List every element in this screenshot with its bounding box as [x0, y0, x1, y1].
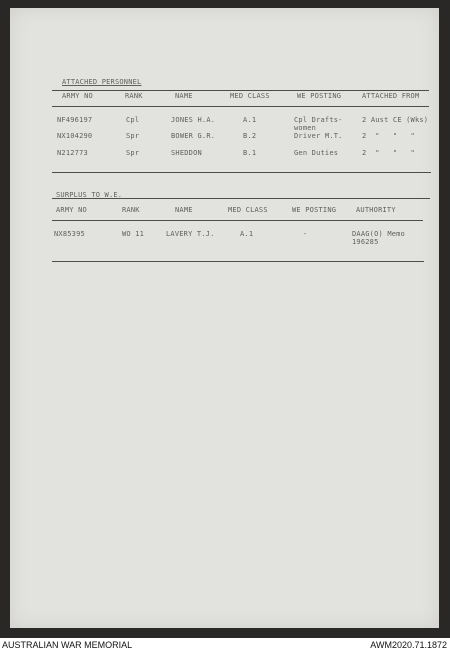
surplus-row-med: A.1 [240, 230, 254, 238]
surplus-row-name: LAVERY T.J. [166, 230, 215, 238]
rule-header-attached [52, 106, 429, 107]
document-page [10, 8, 439, 628]
surplus-header-army-no: ARMY NO [56, 206, 87, 214]
attached-personnel-title: ATTACHED PERSONNEL [62, 78, 142, 86]
surplus-row-army-no: NX85395 [54, 230, 85, 238]
footer-institution: AUSTRALIAN WAR MEMORIAL [2, 640, 133, 650]
surplus-row-posting: - [303, 230, 308, 238]
rule-bottom-surplus [52, 261, 424, 262]
surplus-header-authority: AUTHORITY [356, 206, 396, 214]
header-we-posting: WE POSTING [297, 92, 342, 100]
table-row-1-from: 2 Aust CE (Wks) [362, 116, 429, 124]
table-row-3-name: SHEDDON [171, 149, 202, 157]
table-row-2-army-no: NX104290 [57, 132, 93, 140]
table-row-2-med: B.2 [243, 132, 257, 140]
surplus-header-med-class: MED CLASS [228, 206, 268, 214]
table-row-3-from: 2 " " " [362, 149, 415, 157]
table-row-3-med: B.1 [243, 149, 257, 157]
surplus-row-authority: DAAG(O) Memo 196285 [352, 230, 405, 246]
rule-top-attached [52, 90, 429, 91]
table-row-1-rank: Cpl [126, 116, 140, 124]
header-attached-from: ATTACHED FROM [362, 92, 420, 100]
rule-top-surplus [52, 198, 430, 199]
table-row-1-posting: Cpl Drafts- women [294, 116, 343, 132]
header-rank: RANK [125, 92, 143, 100]
table-row-1-army-no: NF496197 [57, 116, 93, 124]
table-row-1-name: JONES H.A. [171, 116, 216, 124]
table-row-3-posting: Gen Duties [294, 149, 339, 157]
surplus-row-rank: WO 11 [122, 230, 145, 238]
table-row-2-name: BOWER G.R. [171, 132, 216, 140]
rule-bottom-attached [52, 172, 431, 173]
table-row-2-posting: Driver M.T. [294, 132, 343, 140]
table-row-2-from: 2 " " " [362, 132, 415, 140]
table-row-2-rank: Spr [126, 132, 140, 140]
surplus-header-name: NAME [175, 206, 193, 214]
surplus-title: SURPLUS TO W.E. [56, 191, 123, 199]
surplus-header-rank: RANK [122, 206, 140, 214]
header-med-class: MED CLASS [230, 92, 270, 100]
table-row-3-army-no: N212773 [57, 149, 88, 157]
header-army-no: ARMY NO [62, 92, 93, 100]
footer-accession-number: AWM2020.71.1872 [370, 640, 447, 650]
header-name: NAME [175, 92, 193, 100]
table-row-3-rank: Spr [126, 149, 140, 157]
archive-footer [0, 638, 450, 653]
surplus-header-we-posting: WE POSTING [292, 206, 337, 214]
rule-header-surplus [52, 220, 423, 221]
table-row-1-med: A.1 [243, 116, 257, 124]
